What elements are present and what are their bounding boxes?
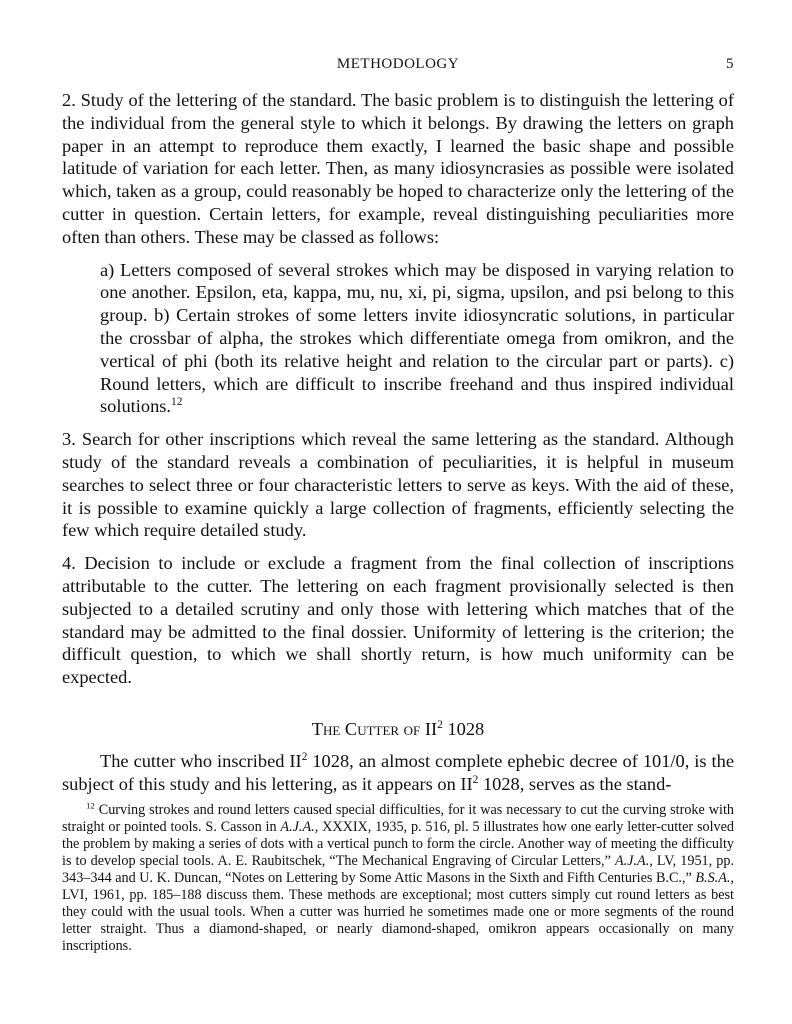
indented-paragraph-text: a) Letters composed of several strokes which may be disposed in varying relation to one another. Epsilon, eta, kappa, mu, nu, xi, pi, sigma, upsilon, and psi belong to this group. b) Certain strokes of some letters invite idiosyncratic solutions, in particular the crossbar of alpha, the strokes which differentiate omega from omikron, and the vertical of phi (both its relative height and relation to the circular part or parts). c) Round letters, which are difficult to inscribe freehand and thus inspired individual solutions.	[100, 259, 734, 417]
intro-superscript-2: 2	[472, 773, 479, 786]
intro-text-3: 1028, serves as the stand-	[478, 773, 672, 794]
page	[62, 52, 734, 955]
footnote-reference[interactable]: 12	[171, 396, 183, 409]
intro-text-1: The cutter who inscribed II	[100, 750, 302, 771]
running-head-title: METHODOLOGY	[336, 56, 460, 72]
indented-paragraph-classes	[100, 259, 734, 419]
footnote-text-2: , XXXIX, 1935, p. 516, pl. 5 illustrates how one early letter-cutter solved the problem by making a series of dots with a vertical punch to form the circle. Another way of meeting the difficulty is to develop special tools. A. E. Raubitschek, “The Mechanical Engraving of Circular Letters,”	[62, 818, 735, 869]
page-number: 5	[726, 56, 734, 72]
section-heading	[62, 719, 734, 740]
numbered-paragraph-4: 4. Decision to include or exclude a fragment from the final collection of inscriptions attributable to the cutter. The lettering on each fragment provisionally selected is then subjected to a detailed scrutiny and only those with lettering which matches that of the standard may be admitted to the final dossier. Uniformity of lettering is the criterion; the difficult question, to which we shall shortly return, is how much uniformity can be expected.	[62, 553, 734, 688]
numbered-paragraph-2: 2. Study of the lettering of the standard. The basic problem is to distinguish the lettering of the individual from the general style to which it belongs. By drawing the letters on graph paper in an attempt to reproduce them exactly, I learned the basic shape and possible latitude of variation for each letter. Then, as many idiosyncrasies as possible were isolated which, taken as a group, could reasonably be hoped to characterize only the lettering of the cutter in question. Certain letters, for example, reveal distinguishing peculiarities more often than others. These may be classed as follows:	[62, 90, 734, 247]
footnote-12	[62, 799, 735, 956]
footnote-text-4: , LVI, 1961, pp. 185–188 discuss them. These methods are exceptional; most cutters simply cut round letters as best they could with the usual tools. When a cutter was hurried he sometimes made one or more segments of the round letter straight. Thus a diamond-shaped, or nearly diamond-shaped, omikron appears occasionally on many inscriptions.	[62, 869, 734, 955]
footnote-number: 12	[86, 799, 95, 810]
section-intro-paragraph	[62, 750, 734, 796]
footnote-journal-2: A.J.A.	[614, 852, 650, 869]
intro-text-2: 1028, an almost complete ephebic decree of 101/0, is the subject of this study and his lettering, as it appears on II	[62, 750, 734, 794]
section-heading-text: The Cutter of II	[311, 718, 438, 739]
footnote-journal-1: A.J.A.	[280, 818, 315, 835]
section-heading-superscript: 2	[437, 718, 443, 731]
footnote-journal-3: B.S.A.	[695, 869, 731, 886]
intro-superscript-1: 2	[301, 750, 308, 763]
numbered-paragraph-3: 3. Search for other inscriptions which reveal the same lettering as the standard. Although study of the standard reveals a combination of peculiarities, it is helpful in museum searches to select three or four characteristic letters to serve as keys. With the aid of these, it is possible to examine quickly a large collection of fragments, efficiently selecting the few which require detailed study.	[62, 429, 734, 541]
footnote-text-1: Curving strokes and round letters caused special difficulties, for it was necessary to cut the curving stroke with straight or pointed tools. S. Casson in	[62, 801, 734, 835]
running-head	[62, 52, 734, 78]
footnote-text-3: , LV, 1951, pp. 343–344 and U. K. Duncan, “Notes on Lettering by Some Attic Masons in the Sixth and Fifth Centuries B.C.,”	[62, 852, 734, 886]
section-heading-number: 1028	[442, 718, 485, 739]
